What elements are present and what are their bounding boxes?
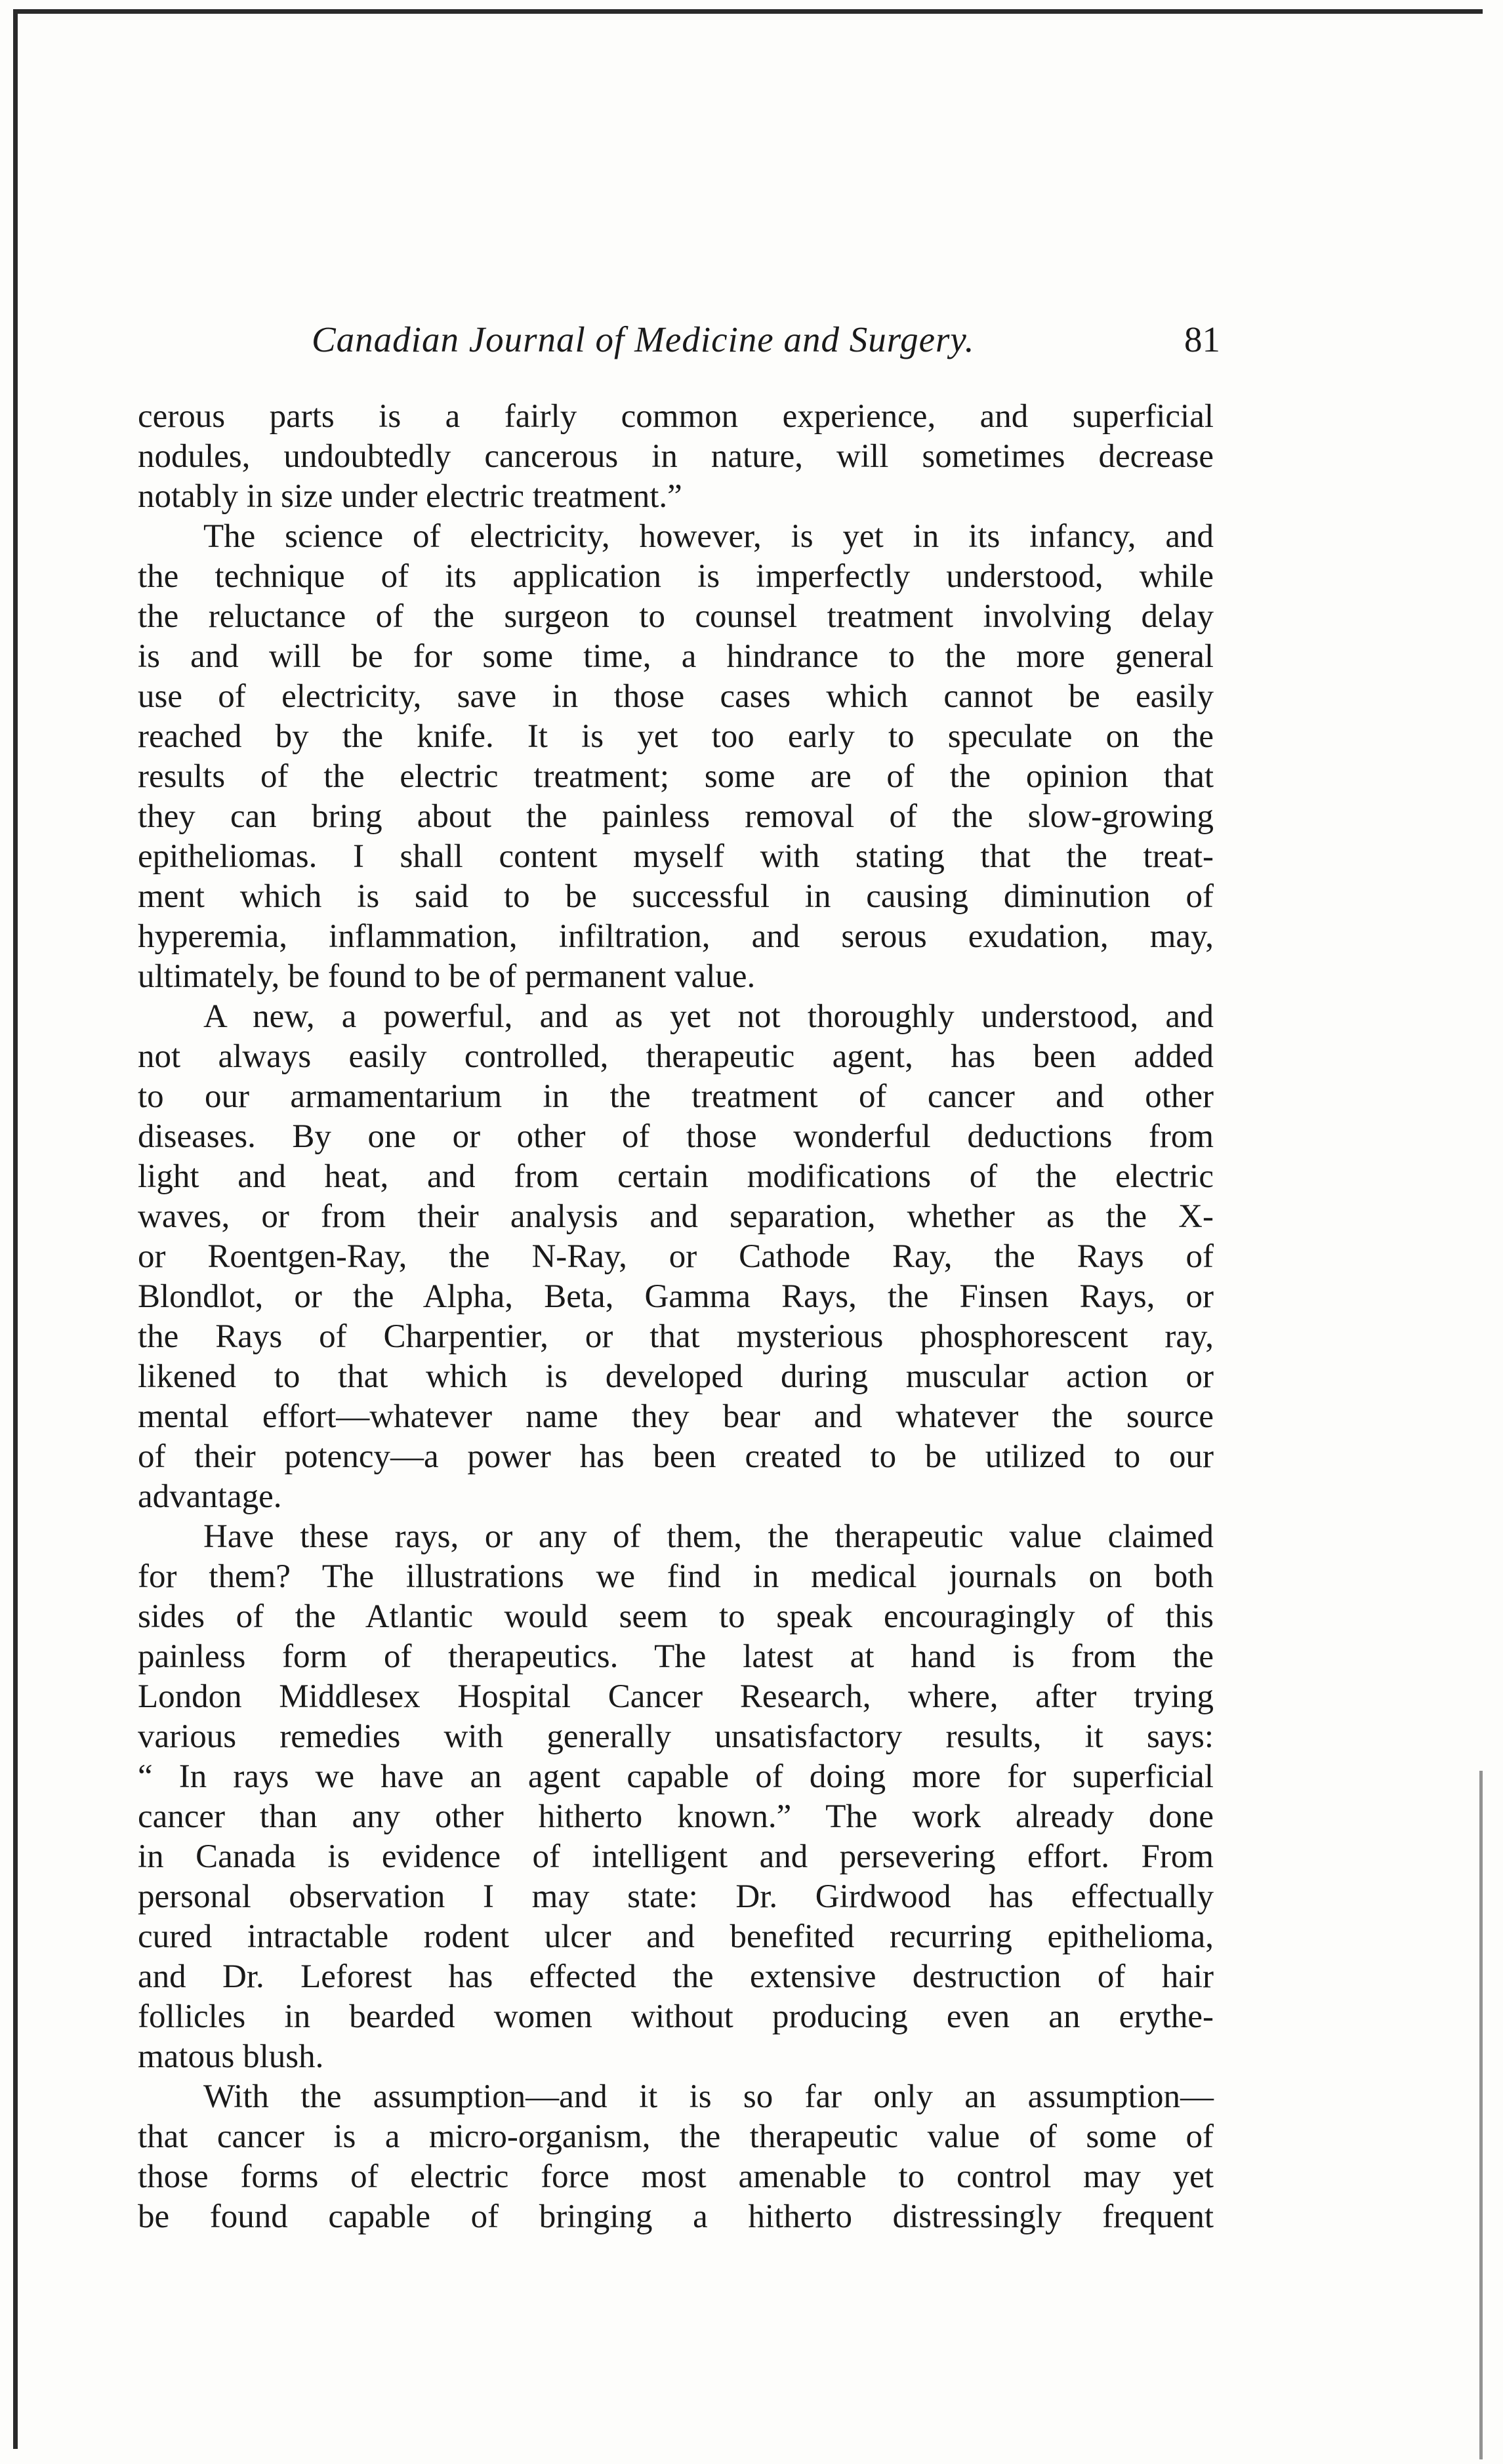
scan-border-top [13,9,1483,14]
text-line: the reluctance of the surgeon to counsel treatment involving delay [138,598,1214,635]
text-line: the Rays of Charpentier, or that mysterious phosphorescent ray, [138,1318,1214,1355]
text-line: cured intractable rodent ulcer and benefited recurring epithelioma, [138,1918,1214,1955]
running-header [197,319,1220,365]
text-line: for them? The illustrations we find in medical journals on both [138,1558,1214,1595]
text-line: or Roentgen-Ray, the N-Ray, or Cathode Ray, the Rays of [138,1238,1214,1275]
body-text [138,397,1214,2237]
text-line: is and will be for some time, a hindrance to the more general [138,638,1214,675]
text-line: personal observation I may state: Dr. Girdwood has effectually [138,1878,1214,1915]
text-line: be found capable of bringing a hitherto distressingly frequent [138,2198,1214,2235]
paragraph [138,1517,1214,2077]
text-line: in Canada is evidence of intelligent and persevering effort. From [138,1838,1214,1875]
text-line: Blondlot, or the Alpha, Beta, Gamma Rays, the Finsen Rays, or [138,1278,1214,1315]
text-line: hyperemia, inflammation, infiltration, and serous exudation, may, [138,918,1214,955]
text-line: not always easily controlled, therapeutic agent, has been added [138,1038,1214,1075]
text-line: the technique of its application is imperfectly understood, while [138,558,1214,595]
text-line: results of the electric treatment; some are of the opinion that [138,758,1214,795]
text-line: they can bring about the painless removal of the slow-growing [138,798,1214,835]
text-line: sides of the Atlantic would seem to speak encouragingly of this [138,1598,1214,1635]
paragraph [138,997,1214,1517]
text-line: use of electricity, save in those cases which cannot be easily [138,678,1214,715]
text-line: cancer than any other hitherto known.” The work already done [138,1798,1214,1835]
text-line: The science of electricity, however, is yet in its infancy, and [203,518,1214,555]
page-number: 81 [1184,319,1220,359]
text-line: reached by the knife. It is yet too early to speculate on the [138,718,1214,755]
running-title: Canadian Journal of Medicine and Surgery. [312,319,975,359]
text-line: ultimately, be found to be of permanent value. [138,958,756,995]
text-line: notably in size under electric treatment.” [138,478,682,515]
text-line: mental effort—whatever name they bear and whatever the source [138,1398,1214,1435]
scan-border-right [1479,1771,1483,2459]
paragraph [138,2077,1214,2237]
text-line: epitheliomas. I shall content myself with stating that the treat- [138,838,1214,875]
text-line: “ In rays we have an agent capable of doing more for superficial [138,1758,1214,1795]
text-line: follicles in bearded women without producing even an erythe- [138,1998,1214,2035]
text-line: London Middlesex Hospital Cancer Research, where, after trying [138,1678,1214,1715]
text-line: and Dr. Leforest has effected the extensive destruction of hair [138,1958,1214,1995]
text-line: nodules, undoubtedly cancerous in nature, will sometimes decrease [138,438,1214,475]
text-line: various remedies with generally unsatisfactory results, it says: [138,1718,1214,1755]
text-line: cerous parts is a fairly common experience, and superficial [138,398,1214,435]
text-line: that cancer is a micro-organism, the therapeutic value of some of [138,2118,1214,2155]
text-line: those forms of electric force most amenable to control may yet [138,2158,1214,2195]
text-line: likened to that which is developed during muscular action or [138,1358,1214,1395]
text-line: waves, or from their analysis and separation, whether as the X- [138,1198,1214,1235]
text-line: diseases. By one or other of those wonderful deductions from [138,1118,1214,1155]
scan-border-left [13,9,18,2449]
paragraph [138,517,1214,997]
text-line: Have these rays, or any of them, the therapeutic value claimed [203,1518,1214,1555]
text-line: matous blush. [138,2038,324,2075]
text-line: of their potency—a power has been created to be utilized to our [138,1438,1214,1475]
text-line: light and heat, and from certain modifications of the electric [138,1158,1214,1195]
paragraph [138,397,1214,517]
text-line: to our armamentarium in the treatment of cancer and other [138,1078,1214,1115]
text-line: With the assumption—and it is so far only an assumption— [203,2078,1214,2115]
text-line: painless form of therapeutics. The latest at hand is from the [138,1638,1214,1675]
text-line: ment which is said to be successful in causing diminution of [138,878,1214,915]
text-line: advantage. [138,1478,282,1515]
text-line: A new, a powerful, and as yet not thoroughly understood, and [203,998,1214,1035]
